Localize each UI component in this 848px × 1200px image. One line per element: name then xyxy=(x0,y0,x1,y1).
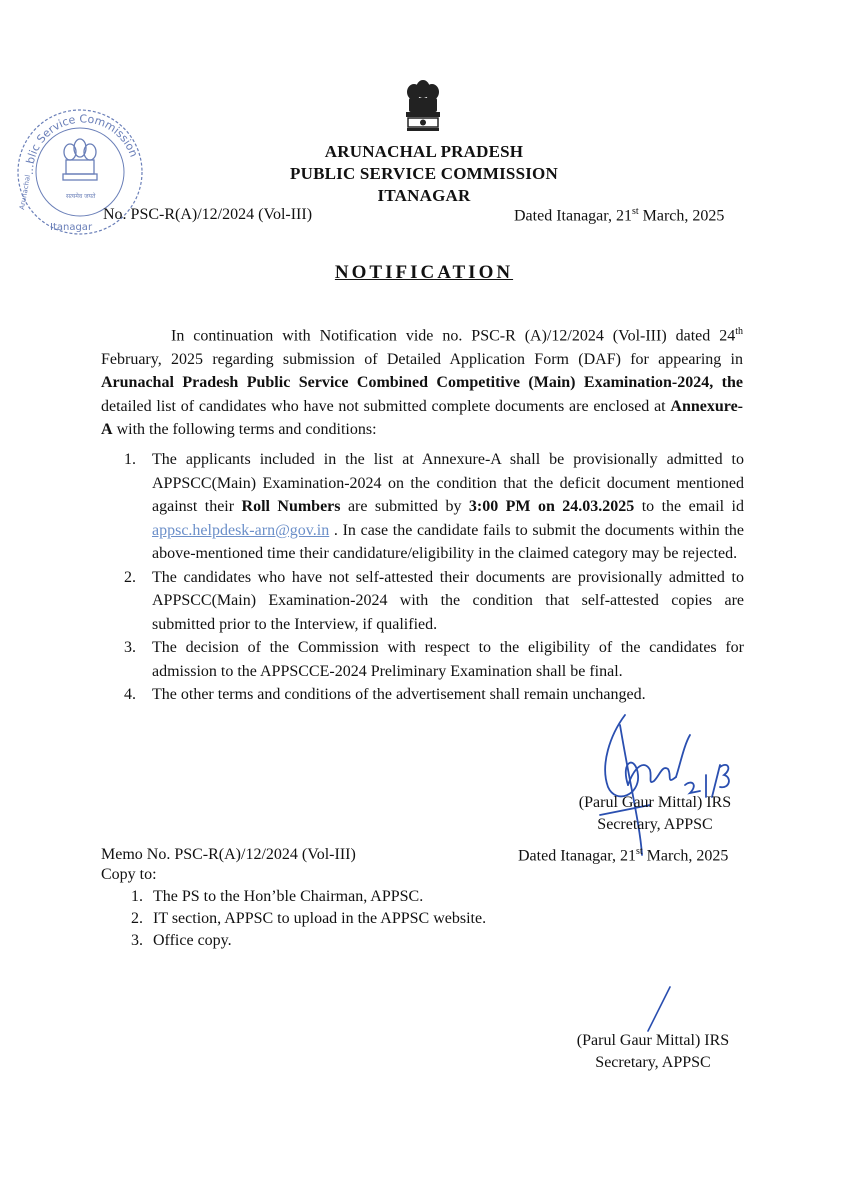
list-item: 3. Office copy. xyxy=(131,932,232,949)
seal-top-text: ...blic Service Commission xyxy=(22,112,141,176)
reference-number: No. PSC-R(A)/12/2024 (Vol-III) xyxy=(103,206,313,223)
header-line-1: ARUNACHAL PRADESH xyxy=(324,142,524,161)
signature-1-designation: Secretary, APPSC xyxy=(597,816,713,833)
list-item: 2. IT section, APPSC to upload in the APPSC website. xyxy=(131,910,487,927)
header-line-3: ITANAGAR xyxy=(377,186,471,205)
list-item: 3. The decision of the Commission with respect to the eligibility of the candidates for admission to the APPSCCE-2024 Preliminary Examination shall be final. xyxy=(124,639,744,680)
list-item: 4. The other terms and conditions of the advertisement shall remain unchanged. xyxy=(124,686,646,703)
seal-bottom-text: Itanagar xyxy=(50,222,93,233)
signature-2-designation: Secretary, APPSC xyxy=(595,1054,711,1071)
email-link[interactable]: appsc.helpdesk-arn@gov.in xyxy=(152,521,330,539)
notification-date: Dated Itanagar, 21st March, 2025 xyxy=(514,206,725,225)
terms-list xyxy=(124,448,744,707)
seal-center-text: सत्यमेव जयते xyxy=(66,193,96,200)
seal-left-text: Arunachal xyxy=(18,174,33,211)
copy-to-label: Copy to: xyxy=(101,866,157,883)
memo-number: Memo No. PSC-R(A)/12/2024 (Vol-III) xyxy=(101,846,356,863)
signature-2-mark xyxy=(640,985,680,1035)
national-emblem-icon xyxy=(400,78,446,134)
copy-to-list xyxy=(131,886,486,952)
memo-date: Dated Itanagar, 21st March, 2025 xyxy=(518,846,729,865)
page-title: NOTIFICATION xyxy=(334,262,514,283)
list-item: 1. The applicants included in the list at Annexure-A shall be provisionally admitted to APPSCC(Main) Examination-2024 on the condition that the deficit document mentioned against their Roll Numbers are submitted by 3:00 PM on 24.03.2025 to the email id appsc.helpdesk-arn@gov.in . In case the candidate fails to submit the documents within the above-mentioned time their candidature/eligibility in the claimed category may be rejected. xyxy=(124,451,745,562)
list-item: 1. The PS to the Hon’ble Chairman, APPSC. xyxy=(131,888,424,905)
header-line-2: PUBLIC SERVICE COMMISSION xyxy=(290,164,558,183)
signature-2-name: (Parul Gaur Mittal) IRS xyxy=(576,1032,730,1049)
list-item: 2. The candidates who have not self-attested their documents are provisionally admitted to APPSCC(Main) Examination-2024 with the condition that self-attested copies are submitted prior to the Interview, if qualified. xyxy=(124,568,744,633)
intro-paragraph: In continuation with Notification vide no. PSC-R (A)/12/2024 (Vol-III) dated 24th February, 2025 regarding submission of Detailed Application Form (DAF) for appearing in Arunachal Pradesh Public Service Combined Competitive (Main) Examination-2024, the detailed list of candidates who have not submitted complete documents are enclosed at Annexure-A with the following terms and conditions: xyxy=(101,326,743,439)
signature-1-name: (Parul Gaur Mittal) IRS xyxy=(578,794,732,811)
